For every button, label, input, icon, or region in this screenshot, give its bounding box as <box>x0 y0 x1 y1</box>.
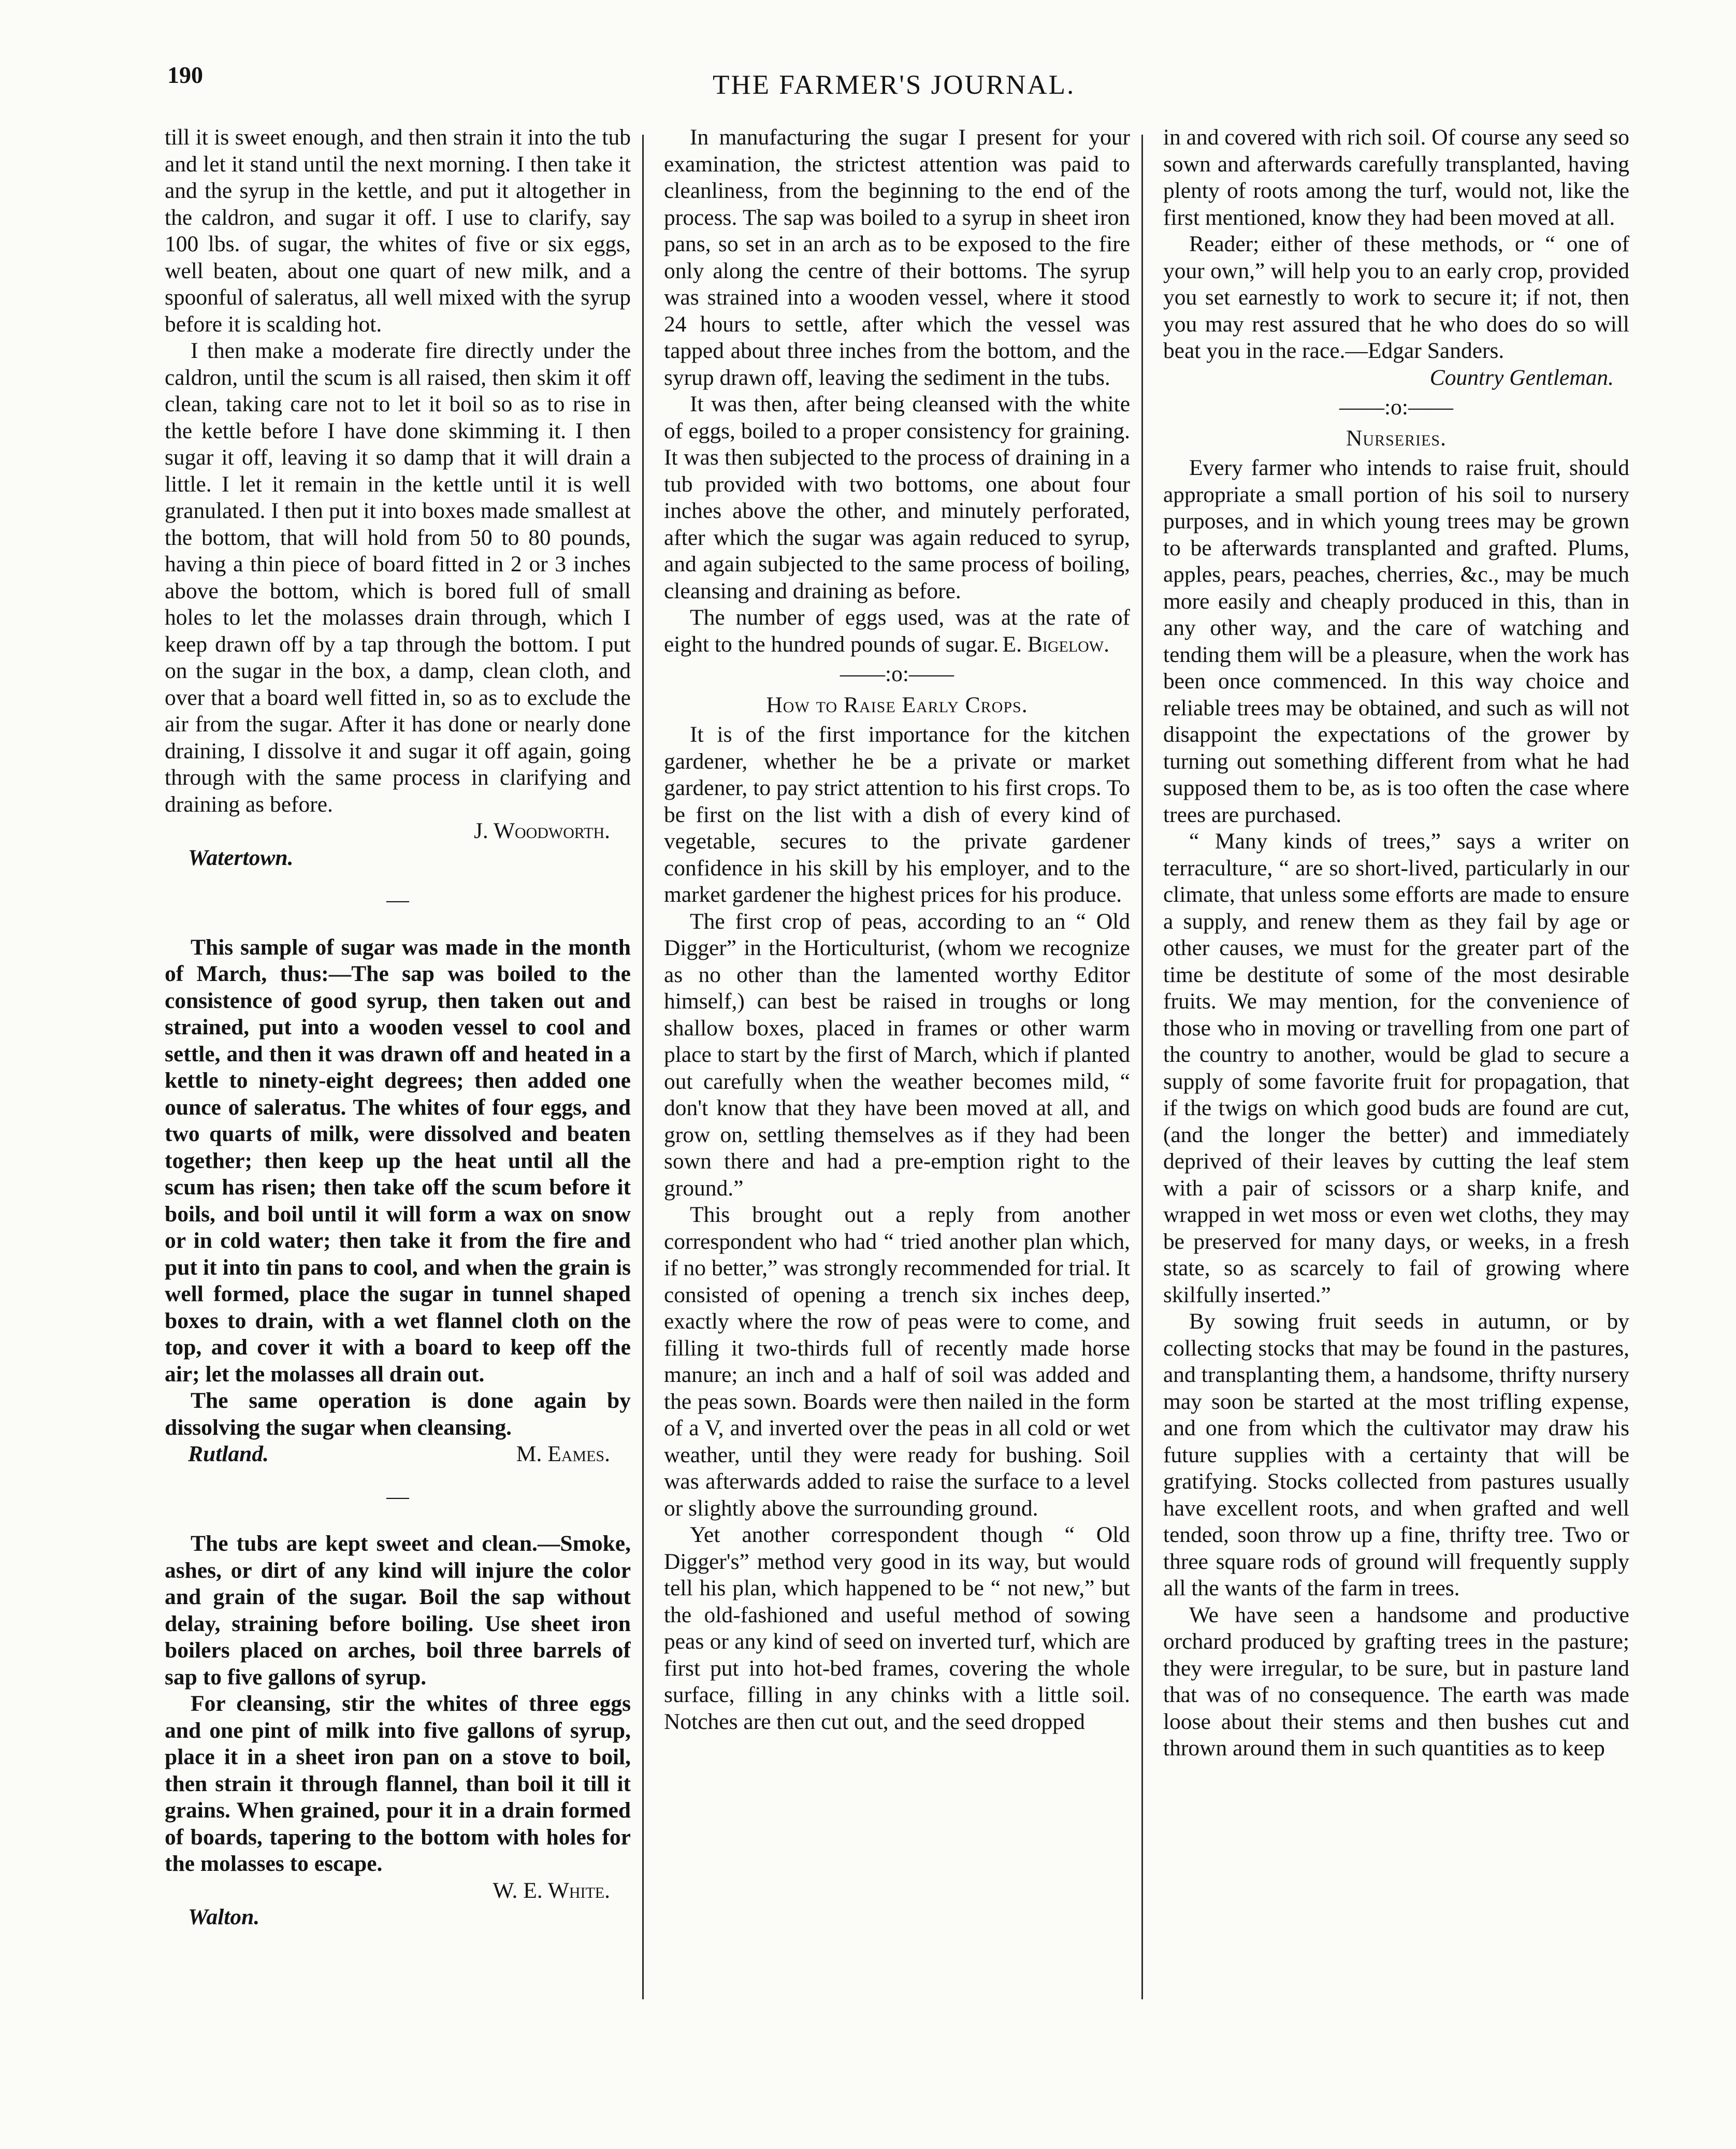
place-name: Walton. <box>188 1905 260 1929</box>
paragraph: Reader; either of these methods, or “ one of your own,” will help you to an early crop, provided you set earnestly to work to secure it; if not, then you may rest assured that he who does do so will beat you in the race.—Edgar Sanders. <box>1163 232 1629 363</box>
separator: — <box>386 1483 409 1509</box>
article-heading: How to Raise Early Crops. <box>766 692 1028 717</box>
signature: M. Eames. <box>516 1441 610 1466</box>
source-credit: Country Gentleman. <box>1429 365 1614 390</box>
column-3 <box>1163 124 1629 2134</box>
article-heading: Nurseries. <box>1346 425 1446 451</box>
signature: W. E. White. <box>493 1878 610 1903</box>
place-name: Rutland. <box>188 1441 269 1466</box>
paragraph: It is of the first importance for the kitchen gardener, whether he be a private or market gardener, to pay strict attention to his first crops. To be first on the list with a dish of every kind of vegetable, secures to the private gardener confidence in his skill by his employer, and to the market gardener the highest prices for his produce. <box>664 722 1130 907</box>
column-rule <box>1141 135 1143 1999</box>
paragraph: By sowing fruit seeds in autumn, or by collecting stocks that may be found in the pastures, and transplanting them, a handsome, thrifty nursery may soon be started at the most trifling expense, and one from which the cultivator may draw his future supplies with a certainty that will be gratifying. Stocks collected from pastures usually have excellent roots, and when grafted and well tended, soon throw up a fine, thrifty tree. Two or three square rods of ground will frequently supply all the wants of the farm in trees. <box>1163 1309 1629 1600</box>
place-name: Watertown. <box>188 845 294 870</box>
separator: — <box>386 887 409 912</box>
separator: ——:o:—— <box>1339 395 1453 420</box>
paragraph: This brought out a reply from another correspondent who had “ tried another plan which, if no better,” was strongly recommended for trial. It consisted of opening a trench six inches deep, exactly where the row of peas were to come, and filling it two-thirds full of recently made horse manure; an inch and a half of soil was added and the peas sown. Boards were then nailed in the form of a V, and inverted over the peas in all cold or wet weather, until they were ready for bushing. Soil was afterwards added to raise the surface to a level or slightly above the surrounding ground. <box>664 1202 1130 1521</box>
paragraph: till it is sweet enough, and then strain it into the tub and let it stand until the next morning. I then take it and the syrup in the kettle, and put it altogether in the caldron, and sugar it off. I use to clarify, say 100 lbs. of sugar, the whites of five or six eggs, well beaten, about one quart of new milk, and a spoonful of saleratus, all well mixed with the syrup before it is scalding hot. <box>165 125 631 337</box>
column-rule <box>642 135 644 1999</box>
paragraph: in and covered with rich soil. Of course any seed so sown and afterwards carefully transplanted, having plenty of roots among the turf, would not, like the first mentioned, know they had been moved at all. <box>1163 125 1629 230</box>
column-2 <box>664 124 1130 2134</box>
signature-line <box>165 1441 631 1468</box>
paragraph: I then make a moderate fire directly under the caldron, until the scum is all raised, then skim it off clean, taking care not to let it boil so as to rise in the kettle before I have done skimming it. I then sugar it off, leaving it so damp that it will drain a little. I let it remain in the kettle until it is well granulated. I then put it into boxes made smallest at the bottom, that will hold from 50 to 80 pounds, having a thin piece of board fitted in 2 or 3 inches above the bottom, which is bored full of small holes to let the molasses drain through, which I keep drawn off by a tap through the bottom. I put on the sugar in the box, a damp, clean cloth, and over that a board well fitted in, so as to exclude the air from the sugar. After it has done or nearly done draining, I dissolve it and sugar it off again, going through with the same process in clarifying and draining as before. <box>165 338 631 817</box>
signature: J. Woodworth. <box>474 818 610 843</box>
paragraph: The number of eggs used, was at the rate of eight to the hundred pounds of sugar. <box>664 605 1130 657</box>
signature: E. Bigelow. <box>1002 631 1109 657</box>
paragraph: In manufacturing the sugar I present for your examination, the strictest attention was paid to cleanliness, from the beginning to the end of the process. The sap was boiled to a syrup in sheet iron pans, so set in an arch as to be exposed to the fire only along the centre of their bottoms. The syrup was strained into a wooden vessel, where it stood 24 hours to settle, after which the vessel was tapped about three inches from the bottom, and the syrup drawn off, leaving the sediment in the tubs. <box>664 125 1130 390</box>
paragraph: This sample of sugar was made in the month of March, thus:—The sap was boiled to the consistence of good syrup, then taken out and strained, put into a wooden vessel to cool and settle, and then it was drawn off and heated in a kettle to ninety-eight degrees; then added one ounce of saleratus. The whites of four eggs, and two quarts of milk, were dissolved and beaten together; then keep up the heat until all the scum has risen; then take off the scum before it boils, and boil until it will form a wax on snow or in cold water; then take it from the fire and put it into tin pans to cool, and when the grain is well formed, place the sugar in tunnel shaped boxes to drain, with a wet flannel cloth on the top, and cover it with a board to keep off the air; let the molasses all drain out. <box>165 934 631 1387</box>
paragraph: Every farmer who intends to raise fruit, should appropriate a small portion of his soil to nursery purposes, and in which young trees may be grown to be afterwards transplanted and grafted. Plums, apples, pears, peaches, cherries, &c., may be much more easily and cheaply produced in this, than in any other way, and the care of watching and tending them will be a pleasure, when the work has been once commenced. In this way choice and reliable trees may be obtained, and such as will not disappoint the expectations of the grower by turning out something different from what he had supposed them to be, as is too often the case where trees are purchased. <box>1163 455 1629 827</box>
page-number: 190 <box>167 62 203 88</box>
paragraph: The same operation is done again by dissolving the sugar when cleansing. <box>165 1388 631 1440</box>
paragraph: We have seen a handsome and productive orchard produced by grafting trees in the pasture; they were irregular, to be sure, but in pasture land that was of no consequence. The earth was made loose about their stems and then bushes cut and thrown around them in such quantities as to keep <box>1163 1602 1629 1761</box>
separator: ——:o:—— <box>840 661 954 686</box>
column-1 <box>165 124 631 2134</box>
paragraph: Yet another correspondent though “ Old Digger's” method very good in its way, but would tell his plan, which happened to be “ not new,” but the old-fashioned and useful method of sowing peas or any kind of seed on inverted turf, which are first put into hot-bed frames, covering the whole surface, filling in any chinks with a little soil. Notches are then cut out, and the seed dropped <box>664 1522 1130 1734</box>
running-head: THE FARMER'S JOURNAL. <box>713 70 1076 100</box>
paragraph: The tubs are kept sweet and clean.—Smoke, ashes, or dirt of any kind will injure the color and grain of the sugar. Boil the sap without delay, straining before boiling. Use sheet iron boilers placed on arches, boil three barrels of sap to five gallons of syrup. <box>165 1531 631 1690</box>
paragraph: For cleansing, stir the whites of three eggs and one pint of milk into five gallons of syrup, place it in a sheet iron pan on a stove to boil, then strain it through flannel, than boil it till it grains. When grained, pour it in a drain formed of boards, tapering to the bottom with holes for the molasses to escape. <box>165 1691 631 1876</box>
paragraph: The first crop of peas, according to an “ Old Digger” in the Horticulturist, (whom we recognize as no other than the lamented worthy Editor himself,) can best be raised in troughs or long shallow boxes, placed in frames or other warm place to start by the first of March, which if planted out carefully when the weather becomes mild, “ don't know that they have been moved at all, and grow on, settling themselves as if they had been sown there and had a pre-emption right to the ground.” <box>664 908 1130 1201</box>
paragraph: “ Many kinds of trees,” says a writer on terraculture, “ are so short-lived, particularly in our climate, that unless some efforts are made to ensure a supply, and renew them as they fail by age or other causes, we must for the greater part of the time be destitute of some of the most desirable fruits. We may mention, for the convenience of those who in moving or travelling from one part of the country to another, would be glad to secure a supply of some favorite fruit for propagation, that if the twigs on which good buds are found are cut, (and the longer the better) and immediately deprived of their leaves by cutting the leaf stem with a pair of scissors or a sharp knife, and wrapped in wet moss or even wet cloths, they may be preserved for many days, or weeks, in a fresh state, so as scarcely to fail of growing where skilfully inserted.” <box>1163 829 1629 1307</box>
paragraph: It was then, after being cleansed with the white of eggs, boiled to a proper consistency for graining. It was then subjected to the process of draining in a tub provided with two bottoms, one about four inches above the other, and minutely perforated, after which the sugar was again reduced to syrup, and again subjected to the same process of boiling, cleansing and draining as before. <box>664 392 1130 603</box>
